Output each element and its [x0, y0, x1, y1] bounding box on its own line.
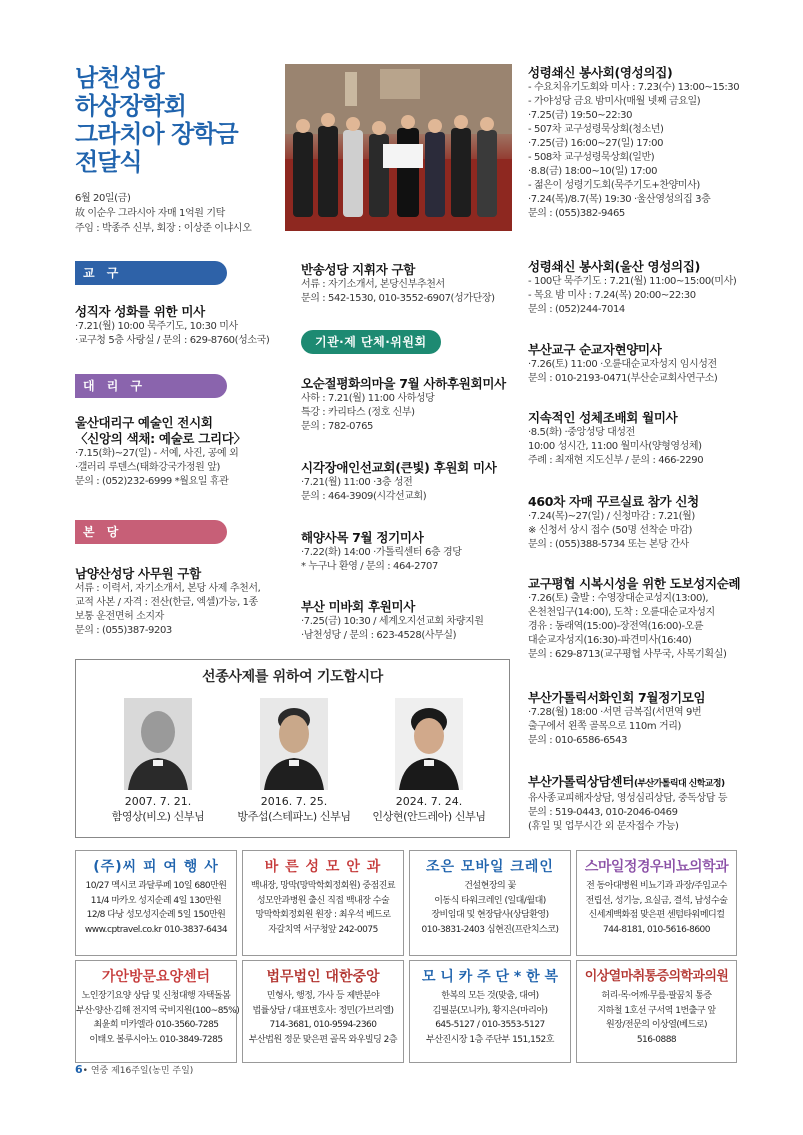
ad-line: 백내장, 망막(망막학회정회원) 중점진료: [250, 881, 396, 891]
item-title: 지속적인 성체조배회 월미사: [528, 410, 678, 425]
item-priest-mass: [75, 304, 269, 348]
item-line: 유사종교피해자상담, 영성심리상담, 중독상담 등: [528, 793, 728, 804]
info-line: 6월 20일(금): [75, 193, 131, 204]
item-line: - 젊은이 성령기도회(묵주기도+찬양미사): [528, 180, 700, 191]
item-line: ·교구청 5층 사랑실 / 문의 : 629-8760(성소국): [75, 335, 270, 346]
ad-title: 바 른 성 모 안 과: [264, 859, 382, 875]
ad-line: 645-5127 / 010-3553-5127: [435, 1020, 545, 1030]
ad-line: 부산진시장 1층 주단부 151,152호: [426, 1034, 554, 1045]
item-title: 반송성당 지휘자 구함: [301, 262, 416, 277]
section-header-daerigu: 대 리 구: [75, 374, 227, 398]
item-line: 서류 : 자기소개서, 본당신부추천서: [301, 279, 445, 290]
ad-line: 714-3681, 010-9594-2360: [269, 1020, 377, 1030]
item-title: 울산대리구 예술인 전시회: [75, 415, 213, 430]
headline-line: 전달식: [75, 148, 142, 176]
item-title: 부산가톨릭서화인회 7월정기모임: [528, 690, 706, 705]
ad-line: 12/8 다낭 성모성지순례 5일 150만원: [86, 910, 226, 920]
item-line: - 수요치유기도회와 미사 : 7.23(수) 13:00~15:30: [528, 82, 740, 93]
item-title-small: (부산가톨릭대 신학교정): [633, 779, 725, 789]
item-line: 온천천입구(14:00), 도착 : 오륜대순교자성지: [528, 607, 715, 618]
item-mibahoe-mass: [301, 599, 483, 643]
item-line: 문의 : (052)232-6999 *월요일 휴관: [75, 476, 229, 487]
item-holy-spirit-ulsan: [528, 259, 736, 317]
ad-line: 한복의 모든 것(맞춤, 대여): [441, 991, 539, 1001]
ad-line: 성모안과병원 출신 직접 백내장 수술: [256, 895, 390, 906]
ad-line: 11/4 마카오 성지순례 4일 130만원: [90, 895, 222, 906]
item-calligraphy-meeting: [528, 690, 705, 748]
ad-line: 망막학회정회원 원장 : 최우석 베드로: [255, 910, 391, 920]
ad-line: 이태오 볼루시아노 010-3849-7285: [89, 1034, 223, 1045]
ad-line: 010-3831-2403 심현진(프란치스코): [421, 924, 559, 935]
footer-text: • 연중 제16주일(농민 주일): [82, 1066, 194, 1076]
item-line: ·7.21(월) 11:00 ·3층 성전: [301, 477, 413, 488]
item-maritime-mass: [301, 530, 461, 574]
item-line: 문의 : (055)387-9203: [75, 625, 172, 636]
ad-line: www.cptravel.co.kr 010-3837-6434: [84, 924, 228, 935]
item-line: (휴일 및 업무시간 외 문자접수 가능): [528, 821, 679, 832]
item-title: 오순절평화의마을 7월 사하후원회미사: [301, 376, 506, 391]
item-title: 해양사목 7월 정기미사: [301, 530, 424, 545]
prayer-box: [75, 659, 510, 838]
ad-line: 원장/전문의 이상열(베드로): [605, 1020, 708, 1030]
item-line: ·8.5(화) ·중앙성당 대성전: [528, 427, 635, 438]
item-title: [528, 774, 727, 792]
headline: [75, 64, 275, 176]
item-title: 교구평협 시복시성을 위한 도보성지순례: [528, 576, 741, 591]
item-line: 경유 : 동래역(15:00)-장전역(16:00)-오륜: [528, 621, 704, 632]
item-line: ·7.24(목)/8.7(목) 19:30 ·울산영성의집 3층: [528, 194, 711, 205]
item-line: ·7.15(화)~27(일) - 서예, 사진, 공예 외: [75, 448, 239, 459]
priest-portrait: [124, 698, 192, 790]
item-line: ·갤러리 루덴스(태화강국가정원 앞): [75, 462, 220, 473]
item-title: 부산교구 순교자현양미사: [528, 342, 662, 357]
item-line: 문의 : 629-8713(교구평협 사무국, 사목기획실): [528, 649, 727, 660]
item-line: ·7.26(토) 출발 : 수영장대순교성지(13:00),: [528, 593, 709, 604]
priest-date: 2007. 7. 21.: [124, 795, 192, 808]
item-blind-mission-mass: [301, 460, 497, 504]
item-line: 문의 : 010-6586-6543: [528, 735, 628, 746]
item-title: 성직자 성화를 위한 미사: [75, 304, 205, 319]
priest-portrait: [395, 698, 463, 790]
ad-title: 법무법인 대한중앙: [266, 969, 380, 985]
group-photo-illustration: [285, 64, 512, 231]
item-line: - 100단 묵주기도 : 7.21(월) 11:00~15:00(미사): [528, 276, 737, 287]
prayer-title: 선종사제를 위하여 기도합시다: [201, 669, 384, 685]
item-title: 460차 자매 꾸르실료 참가 신청: [528, 494, 699, 509]
item-line: ·7.25(금) 16:00~27(일) 17:00: [528, 138, 664, 149]
headline-line: 남천성당: [75, 64, 164, 92]
item-subtitle: 〈신앙의 색채: 예술로 그리다〉: [75, 431, 246, 446]
portrait-illustration: [395, 698, 463, 790]
priest-name: 방주섭(스테파노) 신부님: [237, 810, 351, 823]
ad-law-firm: [242, 960, 404, 1063]
item-line: 문의 : 010-2193-0471(부산순교회사연구소): [528, 373, 718, 384]
ad-line: 신세계백화점 맞은편 센텀타워메디컬: [588, 910, 725, 920]
section-header-bondang: 본 당: [75, 520, 227, 544]
ad-line: 김필분(모니카), 황지은(마리아): [432, 1005, 548, 1016]
ad-line: 자갈치역 서구청앞 242-0075: [268, 924, 378, 935]
item-line: 교적 사본 / 자격 : 전산(한글, 엑셀)가능, 1종: [75, 597, 258, 608]
item-line: 대순교자성지(16:30)-파견미사(16:40): [528, 635, 692, 646]
item-line: 문의 : 464-3909(시각선교회): [301, 491, 427, 502]
ad-title: (주)씨 피 여 행 사: [93, 859, 219, 875]
section-header-gigwan: 기관·제 단체·위원회: [301, 330, 441, 354]
item-line: ·7.28(월) 18:00 ·서면 금복집(서면역 9번: [528, 707, 702, 718]
ad-title: 스마일정경우비뇨의학과: [584, 859, 729, 875]
ad-line: 744-8181, 010-5616-8600: [602, 924, 711, 935]
ad-line: 516-0888: [636, 1034, 677, 1045]
item-art-exhibition: [75, 415, 246, 489]
ad-bareun-eye-clinic: [242, 850, 404, 956]
headline-line: 하상장학회: [75, 92, 186, 120]
item-title: 시각장애인선교회(큰빛) 후원회 미사: [301, 460, 497, 475]
item-line: 문의 : 519-0443, 010-2046-0469: [528, 807, 678, 818]
item-line: 특강 : 카리타스 (정호 신부): [301, 407, 415, 418]
page-footer: [75, 1063, 193, 1076]
item-line: ·남천성당 / 문의 : 623-4528(사무실): [301, 630, 457, 641]
item-line: ·7.25(금) 19:50~22:30: [528, 110, 633, 121]
item-line: 서류 : 이력서, 자기소개서, 본당 사제 추천서,: [75, 583, 261, 594]
ad-cp-travel: [75, 850, 237, 956]
ad-title: 조은 모바일 크레인: [426, 859, 554, 875]
priest-date: 2016. 7. 25.: [260, 795, 328, 808]
item-line: 문의 : (055)382-9465: [528, 208, 625, 219]
ad-line: 부산법원 정문 맞은편 골목 와우빌딩 2층: [248, 1034, 398, 1045]
item-line: ·7.24(목)~27(일) / 신청마감 : 7.21(월): [528, 511, 695, 522]
item-line: 사하 : 7.21(월) 11:00 사하성당: [301, 393, 435, 404]
item-holy-spirit-renewal: [528, 65, 739, 221]
portrait-illustration: [260, 698, 328, 790]
item-line: ·7.25(금) 10:30 / 세계오지선교회 차량지원: [301, 616, 484, 627]
info-line: 주임 : 박종주 신부, 회장 : 이상준 이냐시오: [75, 223, 252, 234]
item-line: - 가야성당 금요 밤미사(매월 넷째 금요일): [528, 96, 701, 107]
item-line: ·7.22(화) 14:00 ·가톨릭센터 6층 경당: [301, 547, 462, 558]
ad-line: 노인장기요양 상담 및 신청대행 자택돌봄: [81, 991, 231, 1001]
priest-name: 함영상(비오) 신부님: [111, 810, 205, 823]
item-line: 주례 : 최재현 지도신부 / 문의 : 466-2290: [528, 455, 704, 466]
ad-line: 전 동아대병원 비뇨기과 과장/주임교수: [586, 881, 727, 891]
item-martyrs-mass: [528, 342, 717, 386]
item-line: - 목요 밤 미사 : 7.24(목) 20:00~22:30: [528, 290, 696, 301]
item-line: 문의 : (052)244-7014: [528, 304, 625, 315]
item-line: ·7.26(토) 11:00 ·오륜대순교자성지 임시성전: [528, 359, 717, 370]
priest-card: [88, 698, 228, 824]
item-title: 부산 미바회 후원미사: [301, 599, 416, 614]
ad-smile-urology: [576, 850, 737, 956]
ad-title: 가안방문요양센터: [101, 969, 211, 985]
ad-line: 법률상담 / 대표변호사: 정민(가브리엘): [252, 1005, 394, 1016]
item-line: 출구에서 왼쪽 골목으로 110m 거리): [528, 721, 681, 732]
ad-line: 전립선, 성기능, 요실금, 결석, 남성수술: [585, 895, 728, 906]
priest-portrait: [260, 698, 328, 790]
item-pilgrimage: [528, 576, 740, 662]
item-line: ·8.8(금) 18:00~10(일) 17:00: [528, 166, 658, 177]
ad-pain-clinic: [576, 960, 737, 1063]
headline-line: 그라치아 장학금: [75, 120, 238, 148]
ad-line: 허리·목·어깨·무릎·팔꿈치 통증: [601, 991, 712, 1001]
ad-title: 모 니 카 주 단 * 한 복: [421, 969, 559, 985]
info-line: 故 이순우 그라시아 자매 1억원 기탁: [75, 208, 225, 219]
ad-line: 건설현장의 꽃: [464, 881, 516, 891]
priest-name: 인상현(안드레아) 신부님: [372, 810, 486, 823]
section-header-gyogu: 교 구: [75, 261, 227, 285]
ad-line: 이동식 타워크레인 (일대/월대): [434, 895, 546, 906]
item-conductor-hiring: [301, 262, 495, 306]
page-number: 6: [75, 1063, 83, 1076]
priest-date: 2024. 7. 24.: [395, 795, 463, 808]
ad-line: 10/27 멕시코 과달루페 10일 680만원: [85, 881, 227, 891]
item-office-hiring: [75, 566, 260, 638]
headline-info: [75, 191, 251, 236]
item-title: 성령쇄신 봉사회(영성의집): [528, 65, 673, 80]
item-line: 문의 : 542-1530, 010-3552-6907(성가단장): [301, 293, 495, 304]
ad-monica-hanbok: [409, 960, 571, 1063]
item-line: - 507차 교구성령묵상회(청소년): [528, 124, 664, 135]
portrait-illustration: [124, 698, 192, 790]
item-line: - 508차 교구성령묵상회(일반): [528, 152, 655, 163]
priest-card: [359, 698, 499, 824]
item-pentecost-mass: [301, 376, 506, 434]
item-line: 보통 운전면허 소지자: [75, 611, 164, 622]
item-line: ※ 신청서 상시 접수 (50명 선착순 마감): [528, 525, 692, 536]
ad-line: 장비임대 및 현장답사(상담환영): [431, 910, 549, 920]
item-line: 문의 : (055)388-5734 또는 본당 간사: [528, 539, 689, 550]
priest-card: [224, 698, 364, 824]
item-line: 10:00 성시간, 11:00 월미사(양형영성체): [528, 441, 702, 452]
ad-joeun-crane: [409, 850, 571, 956]
item-title: 남양산성당 사무원 구함: [75, 566, 201, 581]
ad-line: 지하철 1호선 구서역 1번출구 앞: [597, 1005, 716, 1016]
item-counseling-center: [528, 774, 727, 834]
ad-title: 이상열마취통증의학과의원: [584, 969, 729, 984]
item-adoration-mass: [528, 410, 703, 468]
item-cursillo: [528, 494, 699, 552]
ad-gaan-care-center: [75, 960, 240, 1063]
item-line: 문의 : 782-0765: [301, 421, 373, 432]
item-line: * 누구나 환영 / 문의 : 464-2707: [301, 561, 438, 572]
item-title: 성령쇄신 봉사회(울산 영성의집): [528, 259, 701, 274]
ad-line: 민형사, 행정, 가사 등 제반분야: [266, 991, 380, 1001]
ad-line: 부산·양산·김해 전지역 국비지원(100~85%): [76, 1005, 240, 1016]
ad-line: 최윤희 미카엘라 010-3560-7285: [93, 1020, 219, 1030]
item-line: ·7.21(월) 10:00 묵주기도, 10:30 미사: [75, 321, 238, 332]
item-title-main: 부산가톨릭상담센터: [528, 774, 634, 789]
ceremony-photo: [285, 64, 512, 231]
